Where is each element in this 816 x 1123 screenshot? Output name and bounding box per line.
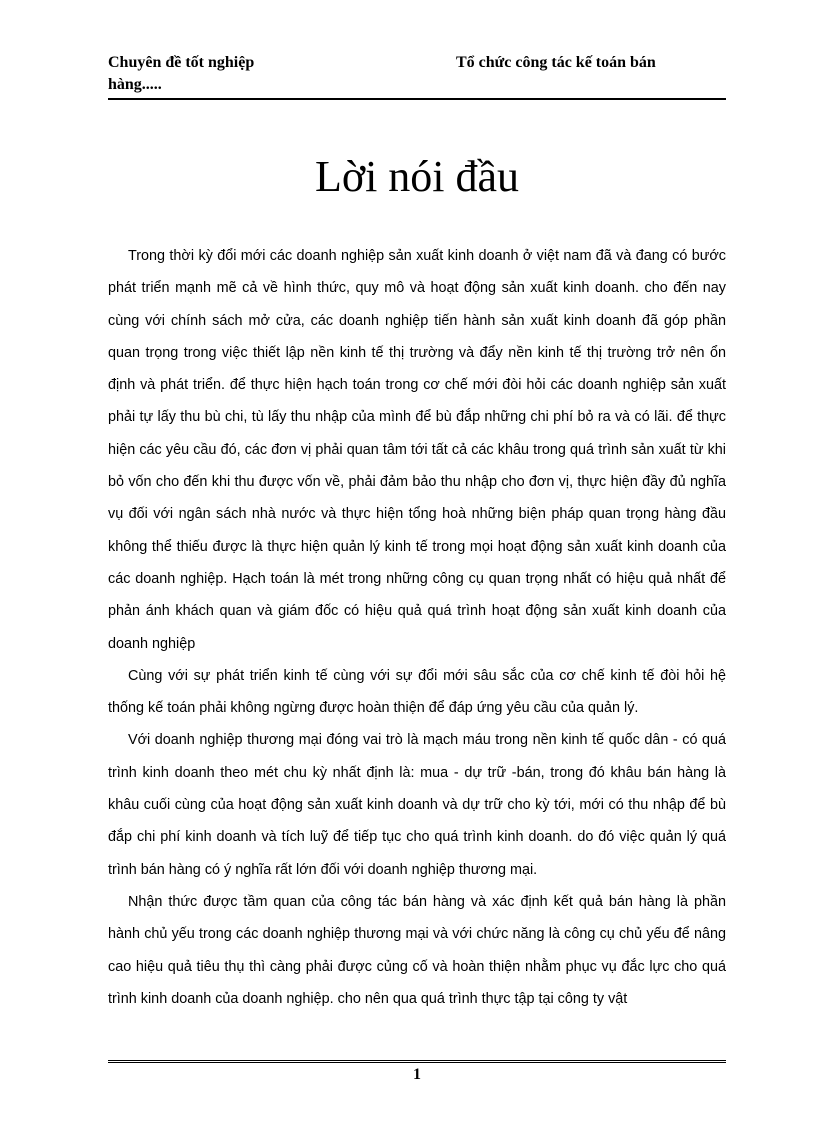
body-text (108, 240, 726, 1015)
header-divider (108, 98, 726, 100)
paragraph: Cùng với sự phát triển kinh tế cùng với sự đổi mới sâu sắc của cơ chế kinh tế đòi hỏi hệ thống kế toán phải không ngừng được hoàn thiện để đáp ứng yêu cầu của quản lý. (108, 667, 726, 717)
page-title: Lời nói đầu (314, 152, 520, 202)
header-continuation-text: hàng..... (108, 76, 162, 93)
header-row (108, 52, 726, 74)
page-header (108, 52, 726, 96)
page-number: 1 (413, 1066, 421, 1083)
paragraph: Với doanh nghiệp thương mại đóng vai trò là mạch máu trong nền kinh tế quốc dân - có quá trình kinh doanh theo mét chu kỳ nhất định là: mua - dự trữ -bán, trong đó khâu bán hàng là khâu cuối cùng của hoạt động sản xuất kinh doanh và dự trữ cho kỳ tới, mới có thu nhập để bù đắp chi phí kinh doanh và tích luỹ để tiếp tục cho quá trình kinh doanh. do đó việc quản lý quá trình bán hàng có ý nghĩa rất lớn đối với doanh nghiệp thương mại. (108, 732, 726, 878)
header-left-text: Chuyên đề tốt nghiệp (108, 54, 255, 71)
paragraph: Nhận thức được tầm quan của công tác bán hàng và xác định kết quả bán hàng là phần hành chủ yếu trong các doanh nghiệp thương mại và với chức năng là công cụ chủ yếu để nâng cao hiệu quả tiêu thụ thì càng phải được củng cố và hoàn thiện nhằm phục vụ đắc lực cho quá trình kinh doanh của doanh nghiệp. cho nên qua quá trình thực tập tại công ty vật (108, 893, 726, 1007)
header-right-text: Tổ chức công tác kế toán bán (456, 54, 656, 71)
paragraph: Trong thời kỳ đổi mới các doanh nghiệp sản xuất kinh doanh ở việt nam đã và đang có bước phát triển mạnh mẽ cả về hình thức, quy mô và hoạt động sản xuất kinh doanh. cho đến nay cùng với chính sách mở cửa, các doanh nghiệp tiến hành sản xuất kinh doanh đã góp phần quan trọng trong việc thiết lập nền kinh tế thị trường và đẩy nền kinh tế thị trường trở nên ổn định và phát triển. để thực hiện hạch toán trong cơ chế mới đòi hỏi các doanh nghiệp sản xuất phải tự lấy thu bù chi, tù lấy thu nhập của mình để bù đắp những chi phí bỏ ra và có lãi. để thực hiện các yêu cầu đó, các đơn vị phải quan tâm tới tất cả các khâu trong quá trình sản xuất từ khi bỏ vốn cho đến khi thu được vốn về, phải đảm bảo thu nhập cho đơn vị, thực hiện đầy đủ nghĩa vụ đối với ngân sách nhà nước và thực hiện tổng hoà những biện pháp quan trọng hàng đầu không thể thiếu được là thực hiện quản lý kinh tế trong mọi hoạt động sản xuất kinh doanh của các doanh nghiệp. Hạch toán là mét trong những công cụ quan trọng nhất có hiệu quả nhất để phản ánh khách quan và giám đốc có hiệu quả quá trình hoạt động sản xuất kinh doanh của doanh nghiệp (108, 248, 726, 652)
